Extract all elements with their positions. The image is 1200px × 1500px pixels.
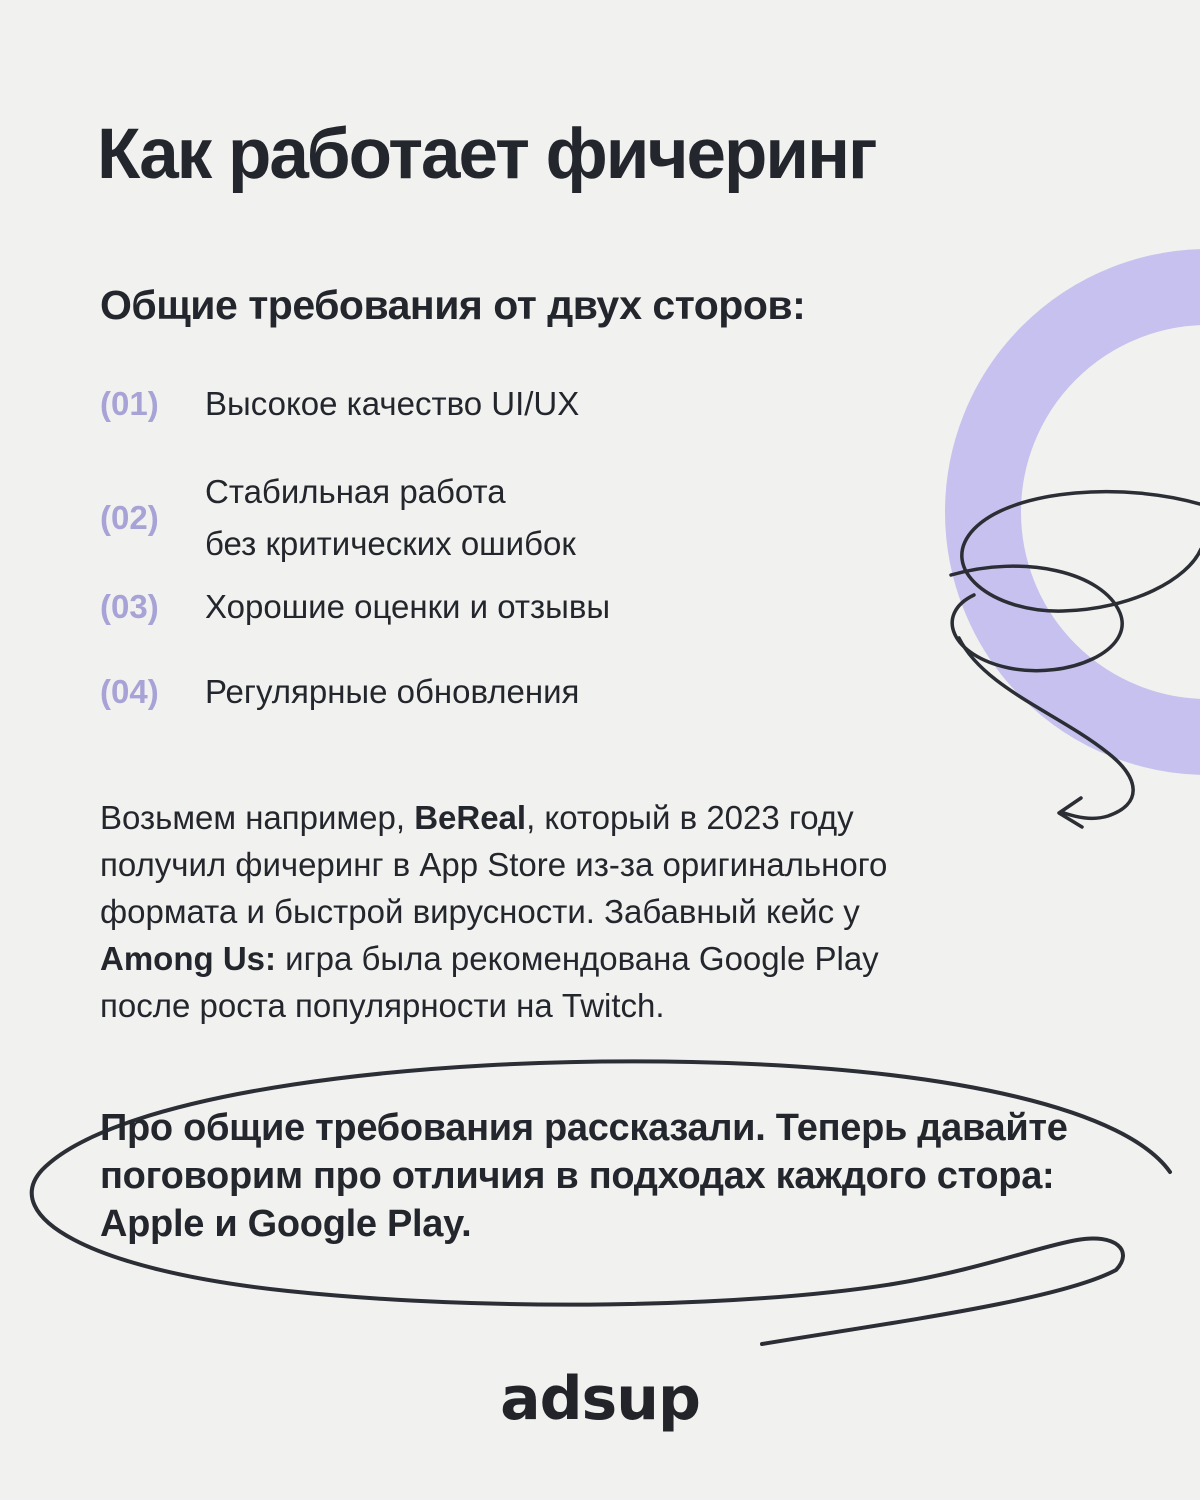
- speech-bubble-text-line: поговорим про отличия в подходах каждого стора:: [100, 1155, 1055, 1197]
- requirement-text: Регулярные обновления: [205, 673, 580, 710]
- paragraph-segment: , который в 2023 году: [526, 799, 854, 836]
- requirement-number: (02): [100, 499, 159, 536]
- paragraph-segment-bold: BeReal: [414, 799, 527, 836]
- requirement-item-3: [100, 581, 610, 633]
- requirement-text: Высокое качество UI/UX: [205, 385, 580, 422]
- body-paragraph-line: [100, 935, 879, 982]
- requirement-item-4: [100, 666, 579, 718]
- requirement-number: (01): [100, 385, 159, 422]
- body-paragraph-line: [100, 841, 887, 888]
- speech-bubble-text-line: Про общие требования рассказали. Теперь давайте: [100, 1107, 1068, 1149]
- requirement-number: (03): [100, 588, 159, 625]
- body-paragraph-line: [100, 794, 854, 841]
- brand-logo: adsup: [500, 1364, 700, 1434]
- paragraph-segment: после роста популярности на Twitch.: [100, 987, 665, 1024]
- requirement-text-line: Стабильная работа: [205, 473, 506, 510]
- body-paragraph-line: [100, 888, 860, 935]
- page-title: Как работает фичеринг: [97, 115, 876, 194]
- requirement-number: (04): [100, 673, 159, 710]
- speech-bubble-text-line: Apple и Google Play.: [100, 1203, 472, 1245]
- requirement-item-1: [100, 378, 579, 430]
- requirement-text-line: без критических ошибок: [205, 525, 576, 562]
- paragraph-segment-bold: Among Us:: [100, 940, 276, 977]
- paragraph-segment: получил фичеринг в App Store из-за оригинального: [100, 846, 888, 883]
- paragraph-segment: Возьмем например,: [100, 799, 415, 836]
- paragraph-segment: игра была рекомендована Google Play: [276, 940, 879, 977]
- requirement-item-2: [100, 466, 576, 570]
- requirement-text: Хорошие оценки и отзывы: [205, 588, 611, 625]
- body-paragraph-line: [100, 982, 665, 1029]
- section-subtitle: Общие требования от двух сторов:: [100, 282, 806, 328]
- paragraph-segment: формата и быстрой вирусности. Забавный кейс у: [100, 893, 860, 930]
